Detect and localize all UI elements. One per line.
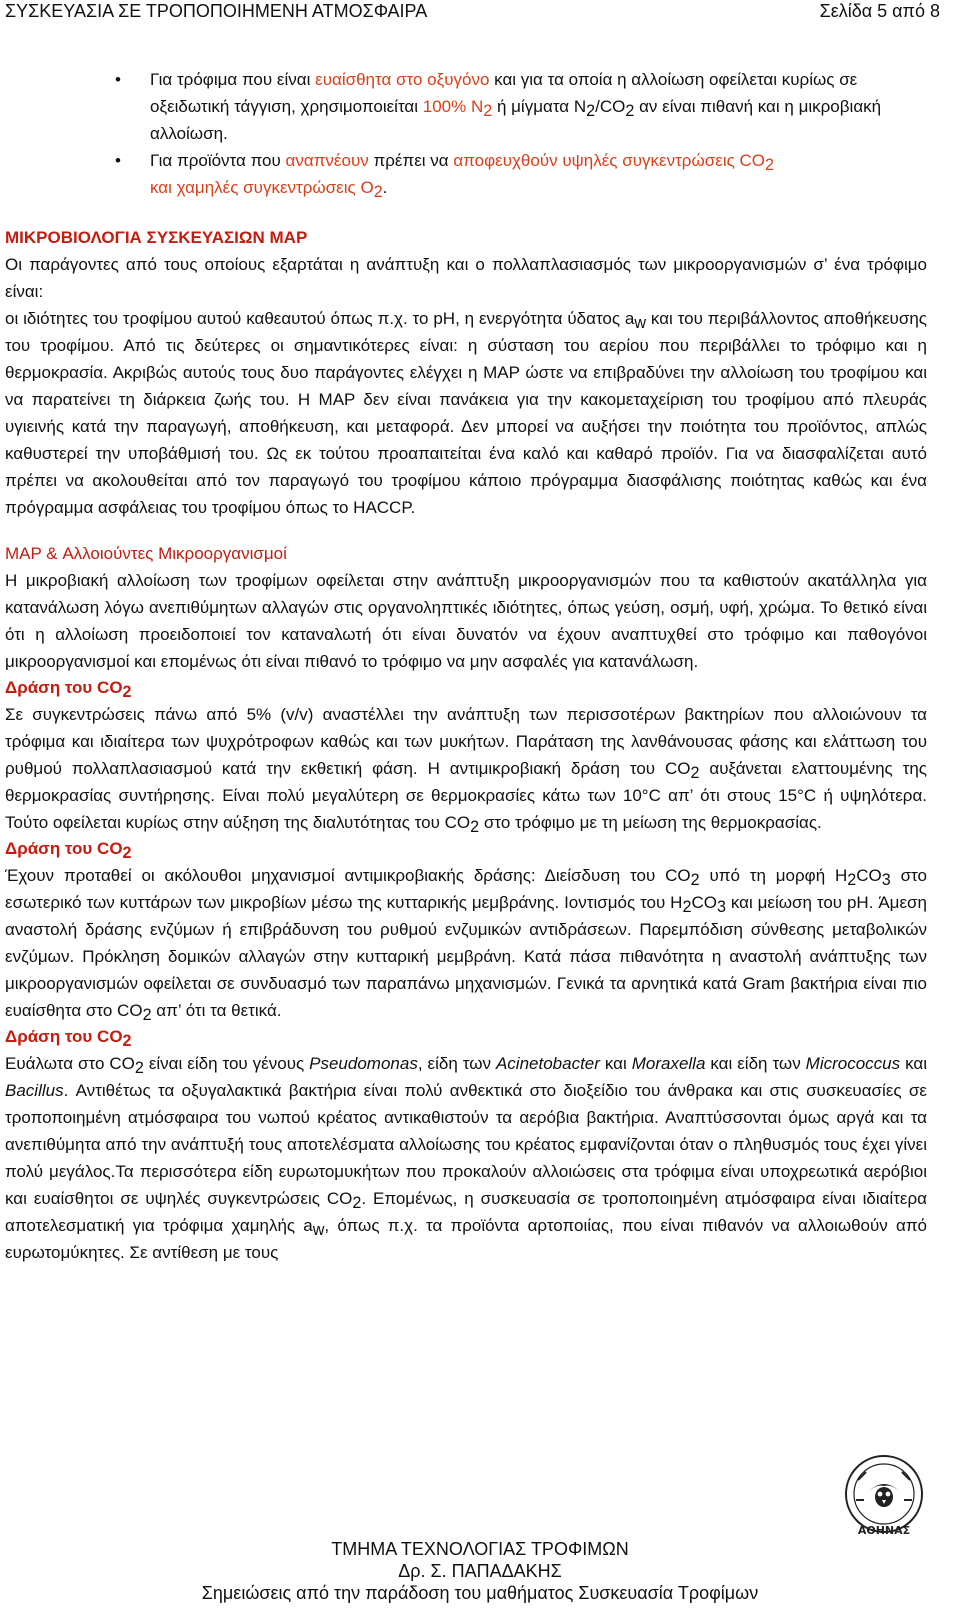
subscript: 2	[765, 156, 774, 175]
paragraph	[5, 1050, 927, 1266]
section-heading: ΜΙΚΡΟΒΙΟΛΟΓΙΑ ΣΥΣΚΕΥΑΣΙΩΝ MAP	[5, 228, 308, 247]
text-run: /CO	[595, 97, 626, 116]
highlight-text: αποφευχθούν υψηλές συγκεντρώσεις CO	[453, 151, 766, 170]
text-run: είναι είδη του γένους	[143, 1054, 310, 1073]
text-run: Σε συγκεντρώσεις πάνω από 5% (v/v) αναστέλλει την ανάπτυξη των περισσοτέρων βακτηρίων που αλλοιώνουν τα τρόφιμα και ιδιαίτερα των ψυχρότροφων καθώς και των μυκήτων. Παράταση της λανθάνουσας φάσης και ελάττωση του ρυθμού πολλαπλασιασμού κατά την εκθετική φάση. Η αντιμικροβιακή δράση του CO	[5, 705, 927, 778]
text-run: ή μίγματα N	[492, 97, 587, 116]
text-run: και	[599, 1054, 632, 1073]
subscript: 2	[690, 871, 700, 890]
text-run: και του περιβάλλοντος αποθήκευσης του τροφίμου. Από τις δεύτερες οι σημαντικότερες είναι: η σύσταση του αερίου που περιβάλλει το τρόφιμο και η θερμοκρασία. Ακριβώς αυτούς τους δυο παράγοντες ελέγχει η MAP ώστε να επιβραδύνει την αλλοίωση του τροφίμου και να παρατείνει τη διάρκεια ζωής του. Η MAP δεν είναι πανάκεια για την κακομεταχείριση του τροφίμου από πλευράς υγιεινής κατά την παραγωγή, αποθήκευση, και μεταφορά. Δεν μπορεί να αυξήσει την ποιότητα του προϊόντος, απλώς καθυστερεί την υποβάθμισή του. Ως εκ τούτου προαπαιτείται ένα καλό και καθαρό προϊόν. Για να διασφαλίζεται αυτό πρέπει να ακολουθείται από τον παραγωγό του τροφίμου κάποιο πρόγραμμα διασφάλισης ποιότητας καθώς και ένα πρόγραμμα ασφάλειας του τροφίμου όπως το HACCP.	[5, 309, 927, 517]
text-run: . Αντιθέτως τα οξυγαλακτικά βακτήρια είναι πολύ ανθεκτικά στο διοξείδιο του άνθρακα και στις συσκευασίες σε τροποποιημένη ατμόσφαιρα του νωπού κρέατος αντικαθιστούν τα αερόβια βακτήρια. Αναπτύσσονται όμως αργά και τα ανεπιθύμητα από την ανάπτυξή τους αποτελέσματα αλλοίωσης του κρέατος εμφανίζονται όταν ο πληθυσμός τους έχει γίνει πολύ μεγάλος.Τα περισσότερα είδη ευρωτομυκήτων που προκαλούν αλλοιώσεις στα τρόφιμα είναι υποχρεωτικά αερόβιοι και ευαίσθητοι σε υψηλές συγκεντρώσεις CO	[5, 1081, 927, 1208]
subscript: 2	[373, 183, 383, 202]
header-title: ΣΥΣΚΕΥΑΣΙΑ ΣΕ ΤΡΟΠΟΠΟΙΗΜΕΝΗ ΑΤΜΟΣΦΑΙΡΑ	[5, 1, 428, 21]
highlight-text: ευαίσθητα στο οξυγόνο	[315, 70, 490, 89]
text-run: , είδη των	[417, 1054, 496, 1073]
footer-course: Σημειώσεις από την παράδοση του μαθήματος Συσκευασία Τροφίμων	[201, 1583, 759, 1603]
text-run: αν είναι πιθανή και η μικροβιακή αλλοίωση.	[150, 97, 882, 143]
footer-author: Δρ. Σ. ΠΑΠΑΔΑΚΗΣ	[398, 1561, 562, 1581]
paragraph: Οι παράγοντες από τους οποίους εξαρτάται η ανάπτυξη και ο πολλαπλασιασμός των μικροοργανισμών σ’ ένα τρόφιμο είναι:	[5, 255, 927, 301]
text-run: υπό τη μορφή H	[699, 866, 848, 885]
heading-text: Δράση του CO	[5, 1027, 123, 1046]
text-run: και είδη των	[705, 1054, 806, 1073]
footer-department: ΤΜΗΜΑ ΤΕΧΝΟΛΟΓΙΑΣ ΤΡΟΦΙΜΩΝ	[331, 1539, 629, 1559]
genus-name: Micrococcus	[805, 1054, 901, 1073]
text-run: Για προϊόντα που	[150, 151, 286, 170]
text-run: και	[900, 1054, 927, 1073]
paragraph: Η μικροβιακή αλλοίωση των τροφίμων οφείλεται στην ανάπτυξη μικροοργανισμών που τα καθιστούν ακατάλληλα για κατανάλωση λόγω ανεπιθύμητων αλλαγών στις οργανοληπτικές ιδιότητες, όπως γεύση, οσμή, υφή, χρώμα. Το θετικό είναι ότι η αλλοίωση προειδοποιεί τον καταναλωτή ότι είναι δυνατόν να έχουν αναπτυχθεί στο τρόφιμο και παθογόνοι μικροοργανισμοί και επομένως ότι είναι πιθανό το τρόφιμο να μην ασφαλές για κατανάλωση.	[5, 571, 927, 671]
subscript: w	[312, 1221, 325, 1240]
paragraph	[5, 701, 927, 836]
subscript: 2	[122, 683, 132, 702]
highlight-text: και χαμηλές συγκεντρώσεις O	[150, 178, 374, 197]
text-run: στο τρόφιμο με τη μείωση της θερμοκρασίας.	[479, 813, 822, 832]
subscript: 2	[470, 818, 480, 837]
section-heading	[5, 1024, 927, 1050]
subscript: 2	[122, 844, 132, 863]
university-logo	[838, 1450, 930, 1542]
subscript: 2	[586, 102, 596, 121]
text-run: Έχουν προταθεί οι ακόλουθοι μηχανισμοί αντιμικροβιακής δράσης: Διείσδυση του CO	[5, 866, 691, 885]
text-run: CO	[856, 866, 882, 885]
subscript: 2	[483, 102, 493, 121]
highlight-text: αναπνέουν	[285, 151, 369, 170]
text-run: στο εσωτερικό των κυττάρων των μικροβίων μέσω της κυτταρικής μεμβράνης. Ιοντισμός του H	[5, 866, 927, 912]
text-run: Για τρόφιμα που είναι	[150, 70, 316, 89]
page-number: Σελίδα 5 από 8	[819, 1, 940, 21]
text-run: αυξάνεται ελαττουμένης της θερμοκρασίας συντήρησης. Είναι πολύ μεγαλύτερη σε θερμοκρασίες κάτω των 10°C απ’ ότι στους 15°C ή υψηλότερα. Τούτο οφείλεται κυρίως στην αύξηση της διαλυτότητας του CO	[5, 759, 927, 832]
subscript: 2	[625, 102, 635, 121]
paragraph	[5, 862, 927, 1024]
text-run: πρέπει να	[368, 151, 454, 170]
section-heading	[5, 836, 927, 862]
subscript: 2	[142, 1006, 152, 1025]
heading-text: Δράση του CO	[5, 678, 123, 697]
section-heading: MAP & Αλλοιούντες Μικροοργανισμοί	[5, 544, 287, 563]
logo-text: ΑΘΗΝΑΣ	[857, 1524, 911, 1537]
subscript: 2	[352, 1194, 362, 1213]
highlight-text: 100% N	[422, 97, 484, 116]
subscript: 3	[716, 898, 726, 917]
genus-name: Moraxella	[631, 1054, 706, 1073]
genus-name: Acinetobacter	[495, 1054, 600, 1073]
text-run: οι ιδιότητες του τροφίμου αυτού καθεαυτού όπως π.χ. το pH, η ενεργότητα ύδατος a	[5, 309, 635, 328]
genus-name: Bacillus	[5, 1081, 64, 1100]
bullet-list	[5, 66, 927, 201]
document-body	[5, 66, 927, 1266]
subscript: 2	[682, 898, 692, 917]
section-heading	[5, 675, 927, 701]
genus-name: Pseudomonas	[309, 1054, 418, 1073]
text-run: , όπως π.χ. τα προϊόντα αρτοποιίας, που είναι πιθανόν να αλλοιωθούν από ευρωτομύκητες. Σε αντίθεση με τους	[5, 1216, 927, 1262]
text-run: CO	[691, 893, 717, 912]
subscript: 2	[690, 764, 700, 783]
heading-text: Δράση του CO	[5, 839, 123, 858]
subscript: 2	[134, 1059, 144, 1078]
paragraph	[5, 305, 927, 521]
text-run: Ευάλωτα στο CO	[5, 1054, 135, 1073]
text-run: .	[382, 178, 388, 197]
text-run: απ’ ότι τα θετικά.	[151, 1001, 282, 1020]
subscript: 2	[847, 871, 857, 890]
subscript: 3	[881, 871, 891, 890]
list-item	[5, 147, 927, 201]
subscript: w	[634, 314, 647, 333]
page-header	[5, 0, 955, 22]
list-item	[5, 66, 927, 147]
text-run: και μείωση του pH. Άμεση αναστολή δράσης ενζύμων ή επιβράδυνση του ρυθμού ενζυμικών αντιδράσεων. Παρεμπόδιση σύνθεσης μεταβολικών ενζύμων. Πρόκληση δομικών αλλαγών στην κυτταρική μεμβράνη. Κατά πάσα πιθανότητα η αναστολή ανάπτυξης των μικροοργανισμών οφείλεται σε συνδυασμό των παραπάνω μηχανισμών. Γενικά τα αρνητικά κατά Gram βακτήρια είναι πιο ευαίσθητα στο CO	[5, 893, 927, 1020]
subscript: 2	[122, 1032, 132, 1051]
page-footer	[0, 1538, 960, 1604]
text-run: . Επομένως, η συσκευασία σε τροποποιημένη ατμόσφαιρα είναι ιδιαίτερα αποτελεσματική για τρόφιμα χαμηλής a	[5, 1189, 927, 1235]
text-run: και για τα οποία η αλλοίωση οφείλεται κυρίως σε οξειδωτική τάγγιση, χρησιμοποιείται	[150, 70, 858, 116]
